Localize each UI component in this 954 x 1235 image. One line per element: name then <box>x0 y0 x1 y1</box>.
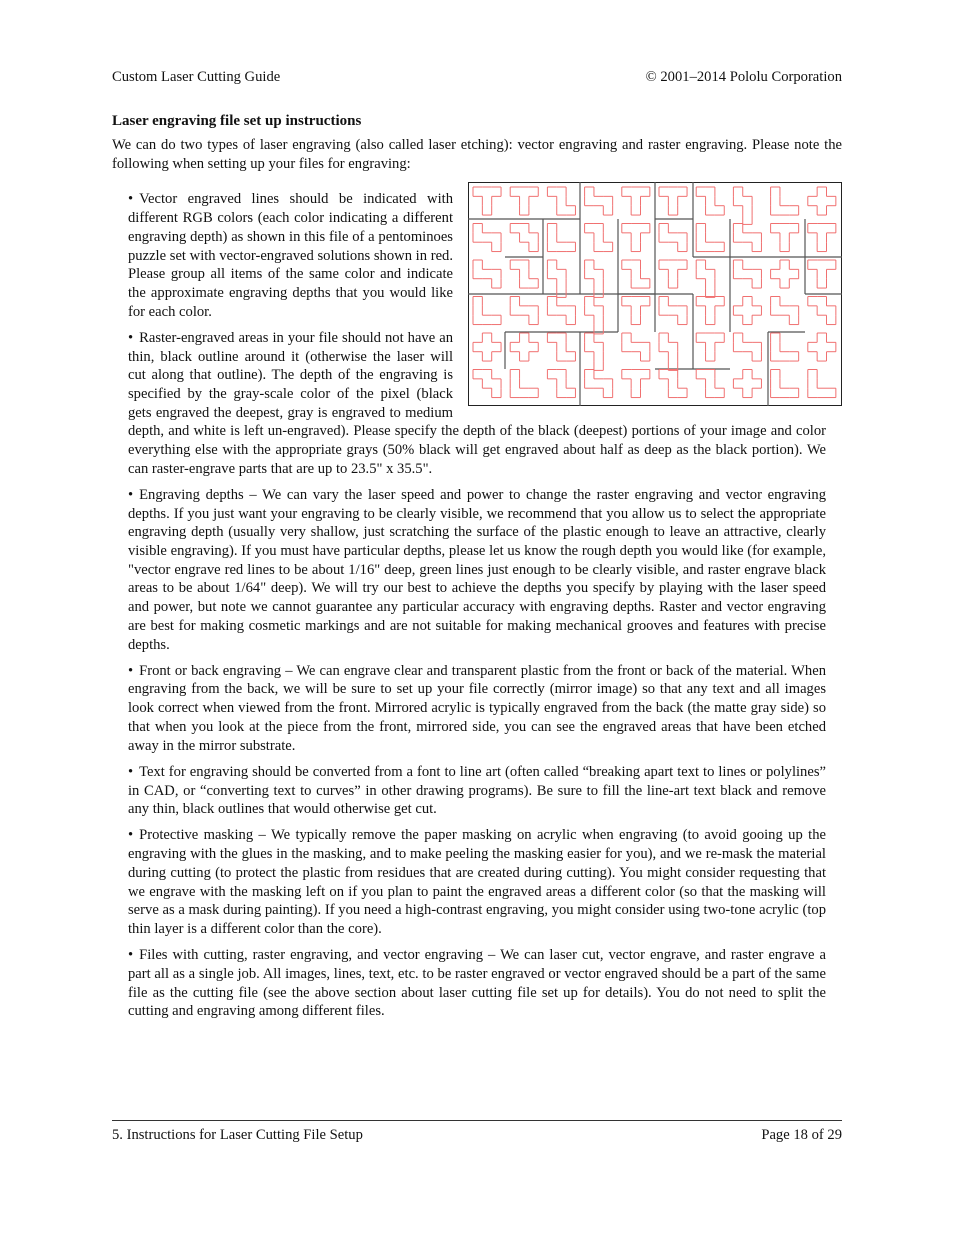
bullet-text: Text for engraving should be converted from a font to line art (often called “breaking apart text to lines or polylines” in CAD, or “converting text to curves” in other drawing programs). Be sure to fill the line-art text black and remove any thin, black outlines that would otherwise get cut. <box>128 763 826 818</box>
bullet-mark: • <box>128 763 134 780</box>
bullet-text: Engraving depths – We can vary the laser speed and power to change the raster engraving and vector engraving depths. If you just want your engraving to be clearly visible, we recommend that you allow us to select the appropriate engraving depth (usually very shallow, just scratching the surface of the plastic enough to leave an attractive, clearly visible engraving). If you must have particular depths, please let us know the rough depth you would like (for example, "vector engrave red lines to be about 1/16" deep, green lines just enough to be clearly visible, and raster engrave black areas to be about 1/64" deep). We will try our best to achieve the depths you specify by playing with the laser speed and power, but note we cannot guarantee any particular accuracy with engraving depths. Raster and vector engraving are best for making cosmetic markings and are not suitable for making mechanical grooves and features with precise depths. <box>128 486 826 653</box>
bullet-mark: • <box>128 191 134 208</box>
pentomino-puzzle-image <box>468 182 842 406</box>
header-title: Custom Laser Cutting Guide <box>112 69 281 85</box>
page-header <box>112 69 842 91</box>
bullet-text: Front or back engraving – We can engrave clear and transparent plastic from the front or back of the material. When engraving from the back, we will be sure to set up your file correctly (mirror image) so that any text and all images look correct when viewed from the front. Mirrored acrylic is typically engraved from the back (the matte gray side) so that when you look at the piece from the front, mirrored side, you can see the engraved areas that have been etched away in the mirror substrate. <box>128 662 826 754</box>
bullet-mark: • <box>128 662 134 679</box>
bullet-text: Files with cutting, raster engraving, and vector engraving – We can laser cut, vector engrave, and raster engrave a part all as a single job. All images, lines, text, etc. to be raster engraved or vector engraved should be a part of the same file as the cutting file (see the above section about laser cutting file set up for details). You do not need to split the cutting and engraving among different files. <box>128 947 826 1020</box>
pentomino-figure <box>468 182 842 406</box>
bullet-mark: • <box>128 486 134 503</box>
bullet-text: Protective masking – We typically remove the paper masking on acrylic when engraving (to avoid gooing up the engraving with the glues in the masking, and to make peeling the masking easier for you), and we re-mask the material during cutting (to protect the plastic from residues that are created during cutting). You might consider requesting that we engrave with the masking left on if you plan to paint the engraved areas a different color (so that the masking will serve as a mask during painting). If you need a high-contrast engraving, you might consider using two-tone acrylic (top thin layer is a different color than the core). <box>128 827 826 937</box>
bullet-mark: • <box>128 827 134 844</box>
bullet-text: Vector engraved lines should be indicated with different RGB colors (each color indicating a different engraving depth) as shown in this file of a pentominoes puzzle set with vector-engraved solutions shown in red. Please group all items of the same color and indicate the approximate engraving depths that you would like for each color. <box>128 191 453 320</box>
bullet-text-conversion <box>128 763 826 819</box>
footer-page-number: Page 18 of 29 <box>761 1127 842 1143</box>
bullet-engraving-depths <box>128 486 826 654</box>
header-copyright: © 2001–2014 Pololu Corporation <box>645 69 842 85</box>
page-footer <box>112 1120 842 1149</box>
footer-section: 5. Instructions for Laser Cutting File Setup <box>112 1127 363 1143</box>
bullet-protective-masking <box>128 826 826 938</box>
bullet-mark: • <box>128 947 134 964</box>
bullet-front-back <box>128 662 826 756</box>
bullet-mark: • <box>128 329 134 346</box>
bullet-text: Raster-engraved areas in your file should not have an thin, black outline around it (otherwise the laser will cut along that outline). The depth of the engraving is specified by the gray-scale color of the pixel (black gets engraved the deepest, gray is engraved to medium depth, and white is left un-engraved). Please specify the depth of the black (deepest) portions of your image and color everything else with the appropriate grays (50% black will get engraved about half as deep as the black portion). We can raster-engrave parts that are up to 23.5" x 35.5". <box>128 329 826 477</box>
page-content <box>112 112 842 1028</box>
bullet-list <box>128 190 826 1021</box>
section-heading: Laser engraving file set up instructions <box>112 113 362 129</box>
bullet-combined-files <box>128 946 826 1021</box>
intro-paragraph: We can do two types of laser engraving (also called laser etching): vector engraving and raster engraving. Please note the following when setting up your files for engraving: <box>112 137 842 172</box>
